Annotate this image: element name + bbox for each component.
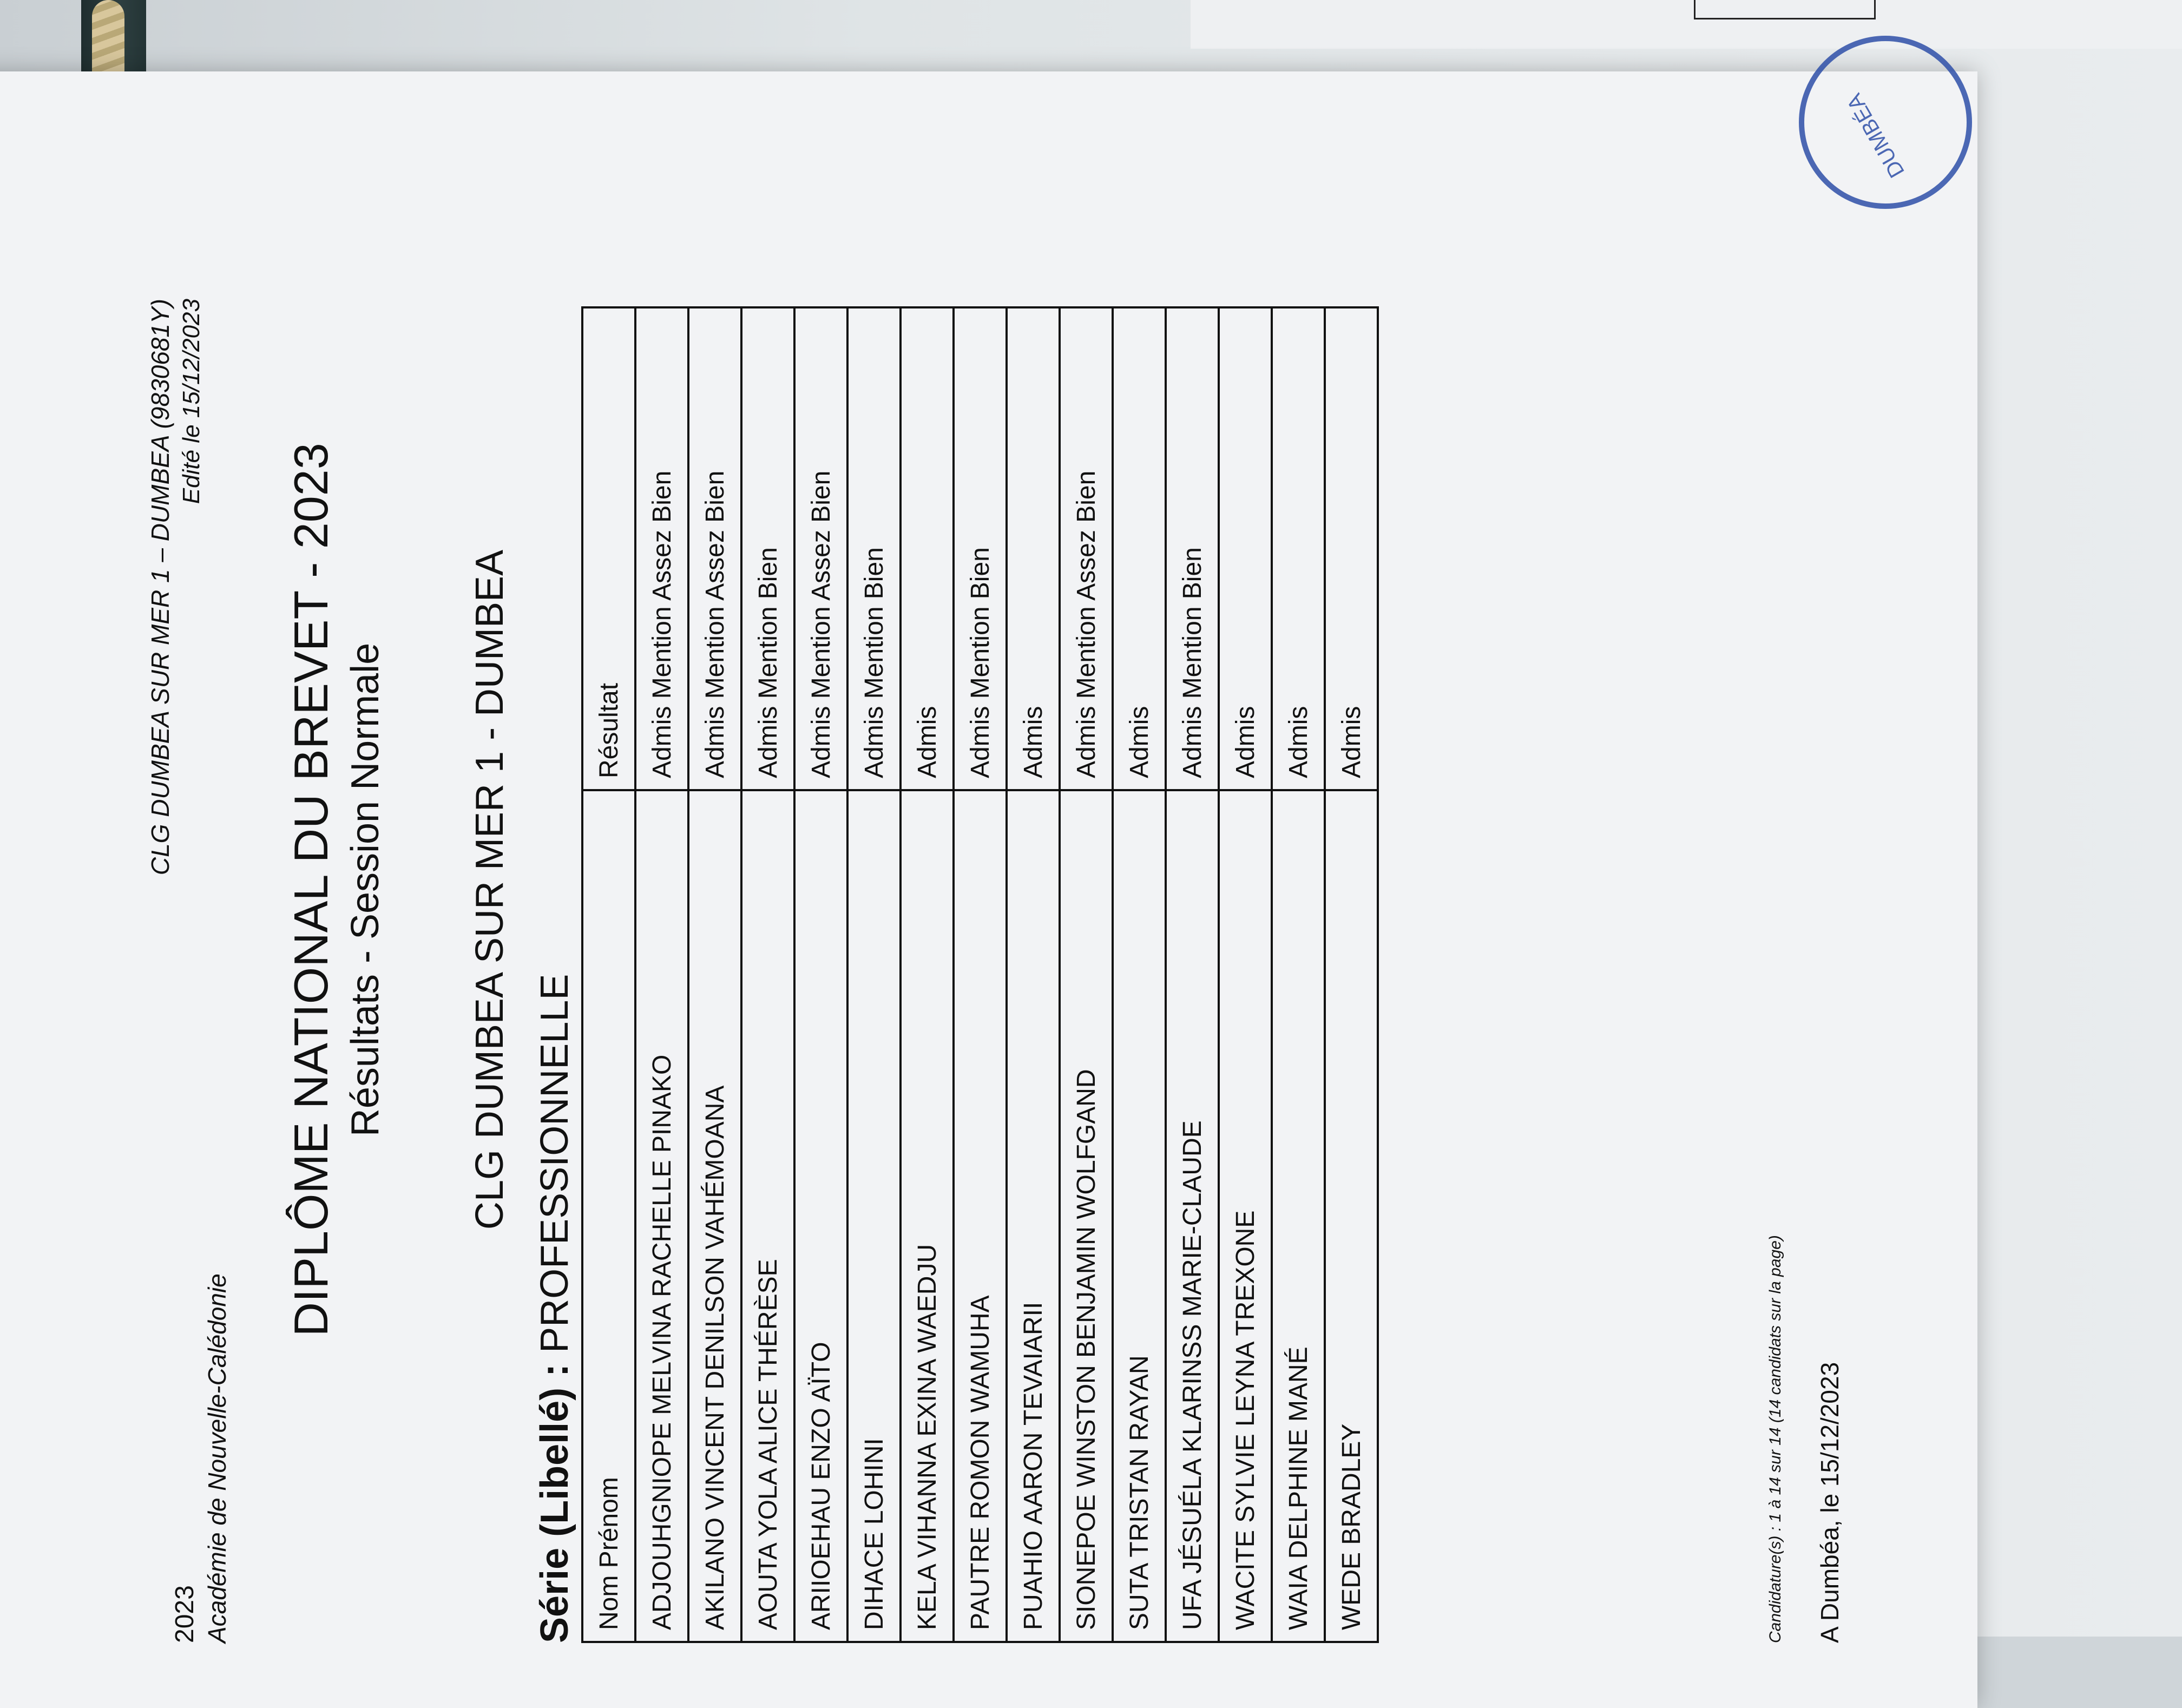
page-title: DIPLÔME NATIONAL DU BREVET - 2023 [284,443,338,1337]
table-row [954,307,1007,1642]
table-row [1325,307,1378,1642]
candidate-name: WAIA DELPHINE MANÉ [1272,790,1325,1642]
candidate-result: Admis Mention Bien [847,307,901,790]
table-row [688,307,741,1642]
stamp-text: DUMBÉA [1842,89,1909,182]
next-page-edge [1191,0,2182,49]
table-row [1007,307,1060,1642]
next-page-table-edge [1694,0,1876,19]
candidate-name: DIHACE LOHINI [847,790,901,1642]
table-row [1166,307,1219,1642]
table-row [794,307,847,1642]
candidate-result: Admis Mention Bien [1166,307,1219,790]
school-name: CLG DUMBEA SUR MER 1 - DUMBEA [468,549,511,1230]
column-header-name: Nom Prénom [582,790,635,1642]
serie-value: PROFESSIONNELLE [533,974,576,1353]
table-row [1060,307,1113,1642]
candidate-name: UFA JÉSUÉLA KLARINSS MARIE-CLAUDE [1166,790,1219,1642]
candidate-result: Admis [1325,307,1378,790]
header-academie: Académie de Nouvelle-Calédonie [203,1273,231,1643]
results-table [581,306,1379,1643]
table-row [1272,307,1325,1642]
candidate-name: WACITE SYLVIE LEYNA TREXONE [1219,790,1272,1642]
candidate-name: WEDE BRADLEY [1325,790,1378,1642]
header-edition-date: Edité le 15/12/2023 [178,299,205,504]
candidate-name: ADJOUHGNIOPE MELVINA RACHELLE PINAKO [635,790,688,1642]
column-header-result: Résultat [582,307,635,790]
candidate-name: AOUTA YOLA ALICE THÉRÈSE [741,790,794,1642]
table-row [741,307,794,1642]
official-stamp-icon [1799,36,1972,209]
candidate-result: Admis [1272,307,1325,790]
footer-candidatures: Candidature(s) : 1 à 14 sur 14 (14 candidats sur la page) [1766,1235,1784,1643]
table-row [635,307,688,1642]
page-subtitle: Résultats - Session Normale [344,642,387,1137]
serie-label: Série (Libellé) : [533,1363,576,1643]
candidate-name: SUTA TRISTAN RAYAN [1113,790,1166,1642]
candidate-result: Admis Mention Assez Bien [635,307,688,790]
serie-line [533,974,577,1643]
candidate-name: SIONEPOE WINSTON BENJAMIN WOLFGAND [1060,790,1113,1642]
candidate-name: PAUTRE ROMON WAMUHA [954,790,1007,1642]
table-row [901,307,954,1642]
candidate-result: Admis [1007,307,1060,790]
candidate-result: Admis Mention Assez Bien [794,307,847,790]
candidate-result: Admis [901,307,954,790]
footer-place-date: A Dumbéa, le 15/12/2023 [1816,1362,1844,1643]
candidate-result: Admis Mention Bien [741,307,794,790]
candidate-result: Admis [1219,307,1272,790]
candidate-result: Admis Mention Assez Bien [1060,307,1113,790]
candidate-name: KELA VIHANNA EXINA WAEDJU [901,790,954,1642]
header-etablissement: CLG DUMBEA SUR MER 1 – DUMBEA (9830681Y) [146,299,174,876]
candidate-name: PUAHIO AARON TEVAIARII [1007,790,1060,1642]
candidate-name: AKILANO VINCENT DENILSON VAHÉMOANA [688,790,741,1642]
table-row [847,307,901,1642]
table-row [1113,307,1166,1642]
header-year: 2023 [170,1585,199,1643]
table-row [1219,307,1272,1642]
candidate-name: ARIIOEHAU ENZO AÏTO [794,790,847,1642]
candidate-result: Admis Mention Bien [954,307,1007,790]
candidate-result: Admis Mention Assez Bien [688,307,741,790]
candidate-result: Admis [1113,307,1166,790]
results-sheet [0,71,1977,1708]
table-header-row [582,307,635,1642]
